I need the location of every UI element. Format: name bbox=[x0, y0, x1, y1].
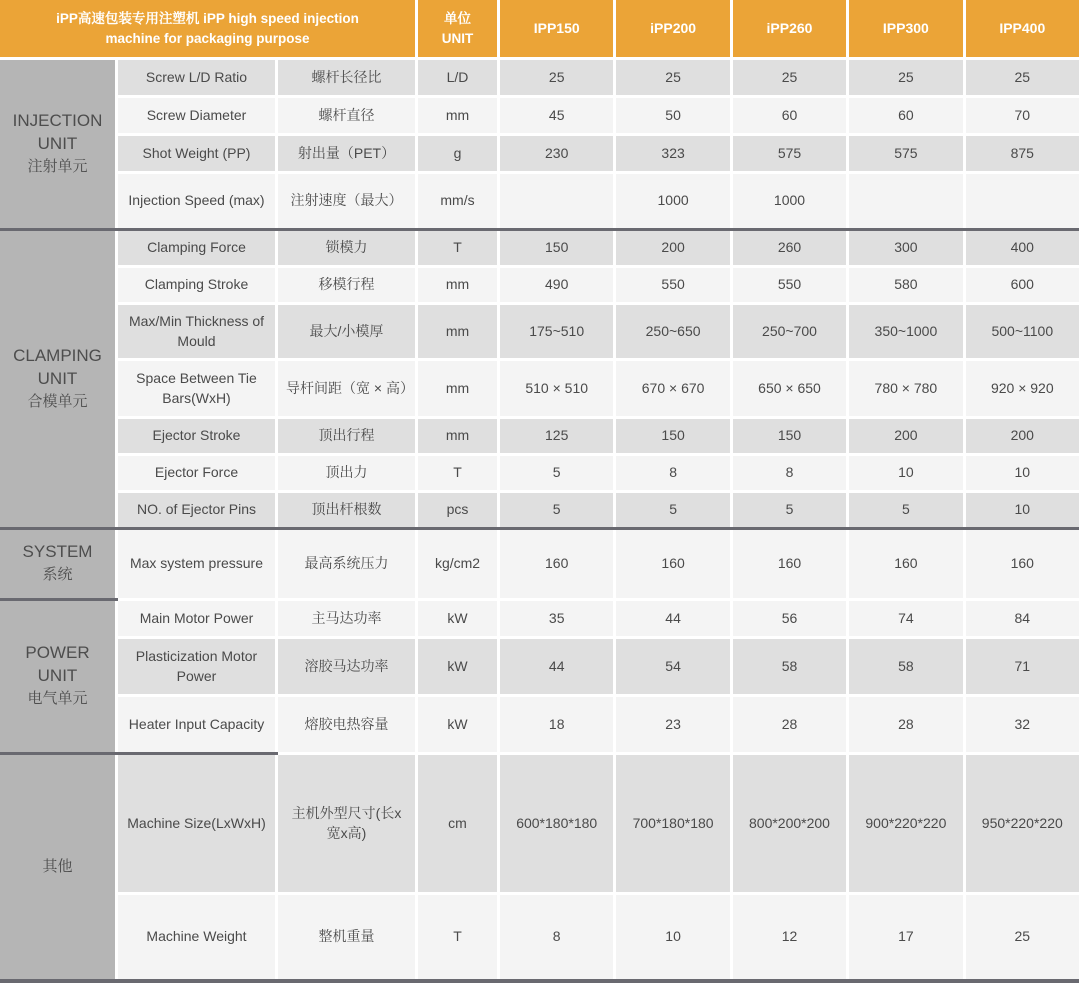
spec-value-IPP150: 150 bbox=[500, 231, 613, 265]
spec-value-iPP260: 58 bbox=[733, 639, 846, 694]
spec-value-IPP150: 18 bbox=[500, 697, 613, 752]
spec-name-en: Shot Weight (PP) bbox=[118, 136, 275, 171]
spec-name-en: Plasticization Motor Power bbox=[118, 639, 275, 694]
spec-value-IPP150: 5 bbox=[500, 456, 613, 490]
spec-name-zh: 最高系统压力 bbox=[278, 530, 415, 598]
spec-unit: mm bbox=[418, 98, 497, 133]
spec-value-IPP300: 575 bbox=[849, 136, 962, 171]
unit-header-zh: 单位 bbox=[444, 10, 471, 26]
spec-value-iPP200: 54 bbox=[616, 639, 729, 694]
spec-value-iPP260: 260 bbox=[733, 231, 846, 265]
spec-value-iPP260: 25 bbox=[733, 60, 846, 95]
spec-value-iPP260: 250~700 bbox=[733, 305, 846, 358]
section-3 bbox=[0, 601, 1079, 752]
spec-name-zh: 注射速度（最大） bbox=[278, 174, 415, 228]
spec-name-en: Ejector Force bbox=[118, 456, 275, 490]
table-bottom-border bbox=[0, 979, 1079, 983]
spec-value-IPP300: 5 bbox=[849, 493, 962, 527]
spec-value-iPP200: 700*180*180 bbox=[616, 755, 729, 892]
spec-value-iPP260: 650 × 650 bbox=[733, 361, 846, 416]
spec-name-en: Max system pressure bbox=[118, 530, 275, 598]
spec-value-IPP150: 600*180*180 bbox=[500, 755, 613, 892]
model-header-IPP400: IPP400 bbox=[966, 0, 1079, 57]
spec-unit: T bbox=[418, 895, 497, 979]
section-2 bbox=[0, 530, 1079, 598]
spec-value-IPP300: 10 bbox=[849, 456, 962, 490]
spec-value-IPP150: 44 bbox=[500, 639, 613, 694]
spec-table-body bbox=[0, 60, 1079, 979]
group-label-en: INJECTION UNIT bbox=[12, 110, 103, 153]
spec-value-IPP400: 25 bbox=[966, 895, 1079, 979]
spec-unit: T bbox=[418, 231, 497, 265]
spec-name-zh: 螺杆直径 bbox=[278, 98, 415, 133]
spec-value-iPP260: 575 bbox=[733, 136, 846, 171]
spec-name-zh: 螺杆长径比 bbox=[278, 60, 415, 95]
spec-name-en: Clamping Force bbox=[118, 231, 275, 265]
spec-name-zh: 射出量（PET） bbox=[278, 136, 415, 171]
spec-value-IPP400: 200 bbox=[966, 419, 1079, 453]
spec-value-iPP260: 1000 bbox=[733, 174, 846, 228]
group-label-en: SYSTEM bbox=[22, 542, 93, 562]
spec-value-iPP200: 150 bbox=[616, 419, 729, 453]
spec-unit: kW bbox=[418, 697, 497, 752]
section-group-label bbox=[0, 601, 115, 752]
spec-value-iPP200: 10 bbox=[616, 895, 729, 979]
spec-name-zh: 整机重量 bbox=[278, 895, 415, 979]
spec-value-iPP260: 28 bbox=[733, 697, 846, 752]
spec-name-zh: 移模行程 bbox=[278, 268, 415, 302]
spec-name-en: Machine Size(LxWxH) bbox=[118, 755, 275, 892]
unit-header-en: UNIT bbox=[441, 30, 474, 46]
table-title-cell bbox=[0, 0, 415, 57]
spec-value-IPP300: 60 bbox=[849, 98, 962, 133]
spec-value-IPP300: 350~1000 bbox=[849, 305, 962, 358]
spec-value-iPP200: 23 bbox=[616, 697, 729, 752]
group-label-zh: 电气单元 bbox=[27, 690, 88, 708]
spec-value-IPP150: 45 bbox=[500, 98, 613, 133]
spec-unit: g bbox=[418, 136, 497, 171]
spec-value-IPP150: 510 × 510 bbox=[500, 361, 613, 416]
spec-unit: mm bbox=[418, 305, 497, 358]
model-header-IPP300: IPP300 bbox=[849, 0, 962, 57]
spec-unit: kg/cm2 bbox=[418, 530, 497, 598]
spec-unit: T bbox=[418, 456, 497, 490]
spec-value-IPP300: 28 bbox=[849, 697, 962, 752]
section-group-label bbox=[0, 231, 115, 527]
group-label-zh: 其他 bbox=[42, 857, 73, 875]
spec-unit: mm bbox=[418, 419, 497, 453]
spec-unit: pcs bbox=[418, 493, 497, 527]
spec-value-IPP300: 74 bbox=[849, 601, 962, 636]
spec-name-en: Heater Input Capacity bbox=[118, 697, 275, 752]
spec-unit: cm bbox=[418, 755, 497, 892]
spec-value-IPP150: 25 bbox=[500, 60, 613, 95]
spec-name-en: Screw L/D Ratio bbox=[118, 60, 275, 95]
model-header-iPP260: iPP260 bbox=[733, 0, 846, 57]
spec-value-IPP400: 950*220*220 bbox=[966, 755, 1079, 892]
spec-value-IPP400: 875 bbox=[966, 136, 1079, 171]
spec-name-zh: 顶出行程 bbox=[278, 419, 415, 453]
spec-name-en: Clamping Stroke bbox=[118, 268, 275, 302]
spec-value-IPP300: 25 bbox=[849, 60, 962, 95]
spec-value-iPP260: 160 bbox=[733, 530, 846, 598]
spec-value-iPP200: 5 bbox=[616, 493, 729, 527]
spec-name-en: Injection Speed (max) bbox=[118, 174, 275, 228]
spec-value-iPP260: 5 bbox=[733, 493, 846, 527]
spec-value-IPP400: 10 bbox=[966, 493, 1079, 527]
spec-value-IPP150: 490 bbox=[500, 268, 613, 302]
spec-value-IPP300: 580 bbox=[849, 268, 962, 302]
spec-value-IPP150: 35 bbox=[500, 601, 613, 636]
spec-value-iPP200: 50 bbox=[616, 98, 729, 133]
spec-value-iPP260: 12 bbox=[733, 895, 846, 979]
spec-value-IPP400: 10 bbox=[966, 456, 1079, 490]
spec-name-zh: 顶出力 bbox=[278, 456, 415, 490]
spec-value-iPP200: 1000 bbox=[616, 174, 729, 228]
spec-unit: mm bbox=[418, 361, 497, 416]
group-label-zh: 注射单元 bbox=[27, 157, 88, 175]
section-0 bbox=[0, 60, 1079, 228]
model-header-IPP150: IPP150 bbox=[500, 0, 613, 57]
spec-name-zh: 溶胶马达功率 bbox=[278, 639, 415, 694]
spec-value-IPP300: 17 bbox=[849, 895, 962, 979]
group-label-zh: 合模单元 bbox=[27, 392, 88, 410]
table-header-row bbox=[0, 0, 1079, 57]
spec-name-en: Ejector Stroke bbox=[118, 419, 275, 453]
spec-unit: L/D bbox=[418, 60, 497, 95]
spec-unit: mm/s bbox=[418, 174, 497, 228]
spec-value-IPP300: 780 × 780 bbox=[849, 361, 962, 416]
spec-value-iPP260: 8 bbox=[733, 456, 846, 490]
spec-name-en: Space Between Tie Bars(WxH) bbox=[118, 361, 275, 416]
spec-value-iPP260: 800*200*200 bbox=[733, 755, 846, 892]
spec-value-IPP400: 920 × 920 bbox=[966, 361, 1079, 416]
group-label-en: CLAMPING UNIT bbox=[13, 345, 102, 388]
spec-value-IPP300: 300 bbox=[849, 231, 962, 265]
spec-value-iPP200: 670 × 670 bbox=[616, 361, 729, 416]
model-header-iPP200: iPP200 bbox=[616, 0, 729, 57]
section-4 bbox=[0, 755, 1079, 979]
spec-value-IPP300 bbox=[849, 174, 962, 228]
spec-value-iPP200: 160 bbox=[616, 530, 729, 598]
section-group-label bbox=[0, 755, 115, 979]
section-group-label bbox=[0, 530, 115, 598]
spec-value-IPP400 bbox=[966, 174, 1079, 228]
spec-value-IPP150: 160 bbox=[500, 530, 613, 598]
spec-name-zh: 锁模力 bbox=[278, 231, 415, 265]
spec-value-iPP200: 323 bbox=[616, 136, 729, 171]
spec-value-IPP300: 160 bbox=[849, 530, 962, 598]
spec-value-iPP200: 8 bbox=[616, 456, 729, 490]
spec-value-iPP260: 56 bbox=[733, 601, 846, 636]
spec-value-iPP200: 44 bbox=[616, 601, 729, 636]
spec-value-IPP300: 58 bbox=[849, 639, 962, 694]
spec-name-en: Screw Diameter bbox=[118, 98, 275, 133]
spec-unit: mm bbox=[418, 268, 497, 302]
spec-value-IPP400: 70 bbox=[966, 98, 1079, 133]
spec-name-zh: 顶出杆根数 bbox=[278, 493, 415, 527]
spec-value-IPP400: 160 bbox=[966, 530, 1079, 598]
spec-value-IPP400: 84 bbox=[966, 601, 1079, 636]
spec-name-en: Max/Min Thickness of Mould bbox=[118, 305, 275, 358]
spec-value-IPP150: 230 bbox=[500, 136, 613, 171]
spec-name-zh: 熔胶电热容量 bbox=[278, 697, 415, 752]
spec-value-IPP400: 400 bbox=[966, 231, 1079, 265]
spec-unit: kW bbox=[418, 601, 497, 636]
spec-value-iPP200: 550 bbox=[616, 268, 729, 302]
spec-value-IPP150: 5 bbox=[500, 493, 613, 527]
spec-value-IPP400: 600 bbox=[966, 268, 1079, 302]
section-1 bbox=[0, 231, 1079, 527]
spec-name-zh: 最大/小模厚 bbox=[278, 305, 415, 358]
spec-value-iPP260: 60 bbox=[733, 98, 846, 133]
spec-value-iPP200: 250~650 bbox=[616, 305, 729, 358]
spec-value-iPP200: 200 bbox=[616, 231, 729, 265]
table-title: iPP高速包装专用注塑机 iPP high speed injection machine for packaging purpose bbox=[56, 10, 359, 46]
spec-unit: kW bbox=[418, 639, 497, 694]
spec-value-IPP400: 71 bbox=[966, 639, 1079, 694]
spec-value-IPP150: 125 bbox=[500, 419, 613, 453]
spec-value-IPP300: 200 bbox=[849, 419, 962, 453]
spec-value-IPP400: 25 bbox=[966, 60, 1079, 95]
spec-name-zh: 主机外型尺寸(长x宽x高) bbox=[278, 755, 415, 892]
spec-value-IPP400: 32 bbox=[966, 697, 1079, 752]
spec-name-zh: 导杆间距（宽 × 高） bbox=[278, 361, 415, 416]
spec-value-IPP150 bbox=[500, 174, 613, 228]
spec-value-iPP260: 150 bbox=[733, 419, 846, 453]
spec-value-IPP150: 175~510 bbox=[500, 305, 613, 358]
spec-name-en: Main Motor Power bbox=[118, 601, 275, 636]
spec-value-IPP150: 8 bbox=[500, 895, 613, 979]
spec-name-en: Machine Weight bbox=[118, 895, 275, 979]
spec-value-iPP200: 25 bbox=[616, 60, 729, 95]
group-label-en: POWER UNIT bbox=[25, 643, 90, 686]
spec-name-zh: 主马达功率 bbox=[278, 601, 415, 636]
spec-value-IPP300: 900*220*220 bbox=[849, 755, 962, 892]
spec-name-en: NO. of Ejector Pins bbox=[118, 493, 275, 527]
spec-value-IPP400: 500~1100 bbox=[966, 305, 1079, 358]
section-group-label bbox=[0, 60, 115, 228]
unit-column-header bbox=[418, 0, 497, 57]
spec-value-iPP260: 550 bbox=[733, 268, 846, 302]
group-label-zh: 系统 bbox=[42, 566, 73, 584]
